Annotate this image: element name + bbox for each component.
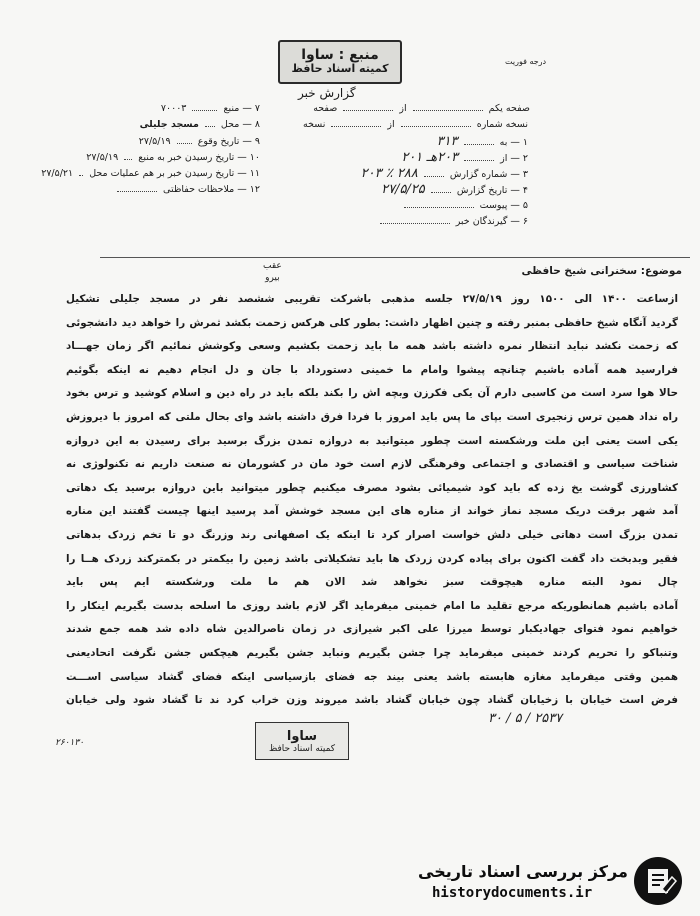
right-field-5: ۳ — شماره گزارش ۲۸۸ ٪ ۲۰۳ <box>360 166 528 181</box>
right-field-2: نسخه شماره از نسخه <box>303 119 528 130</box>
body-line: فرارسید همه آماده باشیم چنانچه پیشوا وامام ما خمینی دستورداد با جان و دل انجام دهیم نه اینکه بگوئیم <box>66 363 678 376</box>
topic-line: موضوع: سخنرانی شیخ حافظی <box>521 265 682 277</box>
left-field-12: ۱۲ — ملاحظات حفاظتی <box>114 182 260 195</box>
left-field-9: ۹ — تاریخ وقوع ۲۷/۵/۱۹ <box>138 136 260 147</box>
stamp-line-1: منبع : ساوا <box>301 47 379 63</box>
right-field-4: ۲ — از ۲۰۳هـ ۲۰۱ <box>401 150 528 165</box>
body-line: که زحمت نکشد نباید انتظار نمره داشته باشد همه ما باید زحمت بکشیم وسعی وکوشش نمائیم اگر زمان جهـــاد <box>66 340 678 353</box>
body-line: وتنباکو را تحریم کردند خمینی میفرماید چرا جشن بگیریم ونباید جشن بگیریم هیچکس جشن نگرفت اتحادیعنی <box>66 647 678 659</box>
body-line: حالا هوا سرد است من کاسبی دارم آن یکی فکرزن وبچه اش را بکند بلکه باید در راه دین و اسلام کوشید و ترس بخود <box>66 387 678 400</box>
body-line: شناخت سیاسی و اقتصادی و اجتماعی وفرهنگی لازم است خود مان در کشورمان نه صنعت داریم نه تکنولوژی نه <box>66 458 678 471</box>
body-line: کشاورزی گوشت یخ زده که باید کود شیمیائی بشود مصرف میکنیم چطور میتوانید باین دروازه برسید یک دهاتی <box>66 481 678 494</box>
body-line: آماده باشیم همانطوریکه مرجع تقلید ما امام خمینی میفرماید اگر لازم باشد روزی ما اسلحه بدست بگیریم اینکار را <box>66 599 678 612</box>
body-line: یکی است یعنی این ملت ورشکسته است چطور میتوانید به دروازه تمدن بزرگ برسید برای رسیدن به این دروازه <box>66 434 678 447</box>
stamp-line-2: کمیته اسناد حافظ <box>291 62 389 75</box>
right-field-8: ۶ — گیرندگان خبر <box>377 214 528 227</box>
body-line: تمدن بزرگ است دهاتی خیلی دلش خواست اصرار کرد تا اینکه یک اصفهانی رند وزرنگ دو تا تخم زردک بدهاتی <box>66 529 678 541</box>
footer-note: ۲۶۰۱۳۰ <box>55 738 85 748</box>
body-line: فقیر وبدبخت داد گفت اکنون برای پیاده کردن زردک ها باید تشکیلاتی باشد زمین را بیکمتر در بکمترکند زردک هــا را <box>66 552 678 565</box>
body-line: خواهیم نمود فتوای جهادیکبار توسط میرزا علی اکبر شیرازی در زمان ناصرالدین شاه داده شد همه جمع شدند <box>66 623 678 636</box>
classification-stamp <box>278 40 402 84</box>
body-line: راه نداد همین ترس زنجیری است بپای ما پس باید امروز با فردا فرق داشته باشد وای بحال ملتی که امروز با دیروزش <box>66 411 678 423</box>
priority-label: درجه فوریت <box>505 57 547 66</box>
watermark-url: historydocuments.ir <box>432 885 593 901</box>
body-line: فرض است خیابان با زخیابان گشاد چون خیابان گشاد باشد میروند وزن خراب کرد ند تا گشاد شود ولی خیابان <box>66 694 678 707</box>
right-field-6: ۴ — تاریخ گزارش ۲۷/۵/۲۵ <box>381 182 528 197</box>
left-field-7: ۷ — منبع ۷۰۰۰۳ <box>160 103 260 114</box>
watermark-title: مرکز بررسی اسناد تاریخی <box>418 862 628 881</box>
body-line: همین وقتی میفرماید مغازه هابسته باشد یعنی بیند جه فضای بازسیاسی اینکه فضای گشاد سیاسی اســـت <box>66 670 678 683</box>
right-field-7: ۵ — پیوست <box>401 198 528 211</box>
right-field-3: ۱ — به ۳۱۳ <box>436 134 528 149</box>
topic-side-marks: عقب بیرو <box>263 261 282 283</box>
left-field-8: ۸ — محل مسجد جلیلی <box>139 119 260 130</box>
signature-stamp: ساوا کمیته اسناد حافظ <box>255 722 349 760</box>
right-field-1: صفحه یکم از صفحه <box>313 103 530 114</box>
body-line: گردید آنگاه شیخ حافظی بمنبر رفته و چنین اظهار داشت: بطور کلی هرکس زحمت بکشد ثمرش را خواهد دید دانشجوئی <box>66 316 678 329</box>
left-field-10: ۱۰ — تاریخ رسیدن خبر به منبع ۲۷/۵/۱۹ <box>86 152 260 163</box>
report-title: گزارش خبر <box>298 86 356 100</box>
header-divider <box>100 257 690 258</box>
body-line: آمد شهر برقت دریک مسجد نماز خواند از مناره های این مسجد خوشش آمد پرسید اینها چیست گفتند این مناره <box>66 505 678 518</box>
body-line: چال نمود البته مناره هیچوقت سبز نخواهد شد الان هم ما ملت ورشکسته ایم پس باید <box>66 576 678 589</box>
handwritten-date: ۳۰ / ۵ / ۲۵۳۷ <box>488 711 563 726</box>
body-line: ازساعت ۱۴۰۰ الی ۱۵۰۰ روز ۲۷/۵/۱۹ جلسه مذهبی باشرکت تقریبی ششصد نفر در مسجد جلیلی تشکیل <box>66 293 678 305</box>
left-field-11: ۱۱ — تاریخ رسیدن خبر بر هم عملیات محل ۲۷/۵/۲۱ <box>41 168 260 179</box>
archive-logo-icon <box>632 855 684 911</box>
